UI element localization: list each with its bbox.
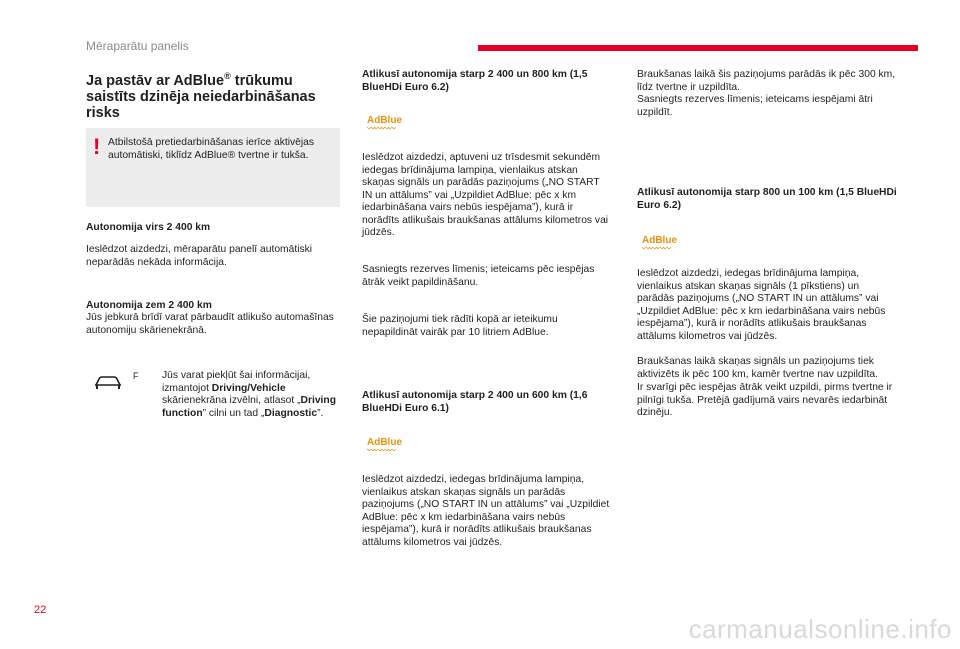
watermark: carmanualsonline.info [688, 614, 952, 644]
range-above-2400-text: Ieslēdzot aizdedzi, mēraparātu panelī automātiski neparādās nekāda informācija. [86, 244, 313, 268]
range-2400-800-text: Ieslēdzot aizdedzi, aptuveni uz trīsdesmit sekundēm iedegas brīdinājuma lampiņa, vienlaikus atskan skaņas signāls un parādās paziņojums („NO START IN un attālums” vai „Uzpildiet AdBlue: pēc x km iedarbināšana vairs nebūs iespējama”), kurā ir norādīts atlikušais braukšanas attālums kilometros vai jūdzēs. [362, 152, 609, 238]
range-800-100-text: Ieslēdzot aizdedzi, iedegas brīdinājuma lampiņa, vienlaikus atskan skaņas signāls (1 pīkstiens) un parādās paziņojums („NO START IN un attālums” vai „Uzpildiet AdBlue: pēc x km iedarbināšana vairs nebūs iespējama”), kurā ir norādīts atlikušais braukšanas attālums kilometros vai jūdzēs. [637, 268, 886, 342]
range-800-100-text-3: Ir svarīgi pēc iespējas ātrāk veikt uzpildi, pirms tvertne ir pilnīgi tukša. Pretējā gadījumā vairs nevarēs iedarbināt dzinēju. [637, 382, 893, 418]
range-2400-800-note: Šie paziņojumi tiek rādīti kopā ar ieteikumu nepapildināt vairāk par 10 litriem AdBlue. [362, 314, 558, 338]
range-800-100-title: Atlikusī autonomija starp 800 un 100 km (1,5 BlueHDi Euro 6.2) [637, 187, 897, 211]
tip-text: Jūs varat piekļūt šai informācijai, izmantojot Driving/Vehicle skārienekrāna izvēlni, atlasot „Driving function” cilni un tad „Diagnostic”. [162, 370, 336, 419]
bullet-marker: F [133, 371, 139, 381]
range-above-2400-title: Autonomija virs 2 400 km [86, 222, 211, 233]
range-2400-600-text: Ieslēdzot aizdedzi, iedegas brīdinājuma lampiņa, vienlaikus atskan skaņas signāls un parādās paziņojums („NO START IN un attālums” vai „Uzpildiet AdBlue: pēc x km iedarbināšana vairs nebūs iespējama”), kurā ir norādīts atlikušais braukšanas attālums kilometros vai jūdzēs. [362, 474, 610, 548]
car-icon [94, 373, 122, 391]
running-header: Mēraparātu panelis [86, 39, 189, 53]
adblue-warning-icon: AdBlue 〰〰〰〰 [367, 437, 402, 455]
warning-box [86, 128, 340, 207]
range-below-2400-text: Jūs jebkurā brīdī varat pārbaudīt atlikušo automašīnas autonomiju skārienekrānā. [86, 312, 334, 336]
page-number: 22 [34, 604, 47, 616]
intro-reserve-text: Sasniegts rezerves līmenis; ieteicams iespējami ātri uzpildīt. [637, 94, 873, 118]
exclamation-icon: ! [93, 134, 101, 159]
range-800-100-text-2: Braukšanas laikā skaņas signāls un paziņojums tiek aktivizēts ik pēc 100 km, kamēr tvertne nav uzpildīta. [637, 356, 878, 380]
range-2400-600-title: Atlikusī autonomija starp 2 400 un 600 km (1,6 BlueHDi Euro 6.1) [362, 390, 588, 414]
intro-text: Braukšanas laikā šis paziņojums parādās ik pēc 300 km, līdz tvertne ir uzpildīta. [637, 69, 896, 93]
section-heading: Ja pastāv ar AdBlue® trūkumu saistīts dzinēja neiedarbināšanas risks [86, 71, 316, 121]
adblue-warning-icon: AdBlue 〰〰〰〰 [367, 115, 402, 133]
range-2400-800-title: Atlikusī autonomija starp 2 400 un 800 km (1,5 BlueHDi Euro 6.2) [362, 69, 588, 93]
adblue-warning-icon: AdBlue 〰〰〰〰 [642, 235, 677, 253]
warning-text: Atbilstošā pretiedarbināšanas ierīce aktivējas automātiski, tiklīdz AdBlue® tvertne ir tukša. [108, 137, 315, 161]
range-below-2400-title: Autonomija zem 2 400 km [86, 300, 212, 311]
header-accent-bar [478, 45, 918, 51]
range-2400-800-reserve-text: Sasniegts rezerves līmenis; ieteicams pēc iespējas ātrāk veikt papildināšanu. [362, 264, 595, 288]
